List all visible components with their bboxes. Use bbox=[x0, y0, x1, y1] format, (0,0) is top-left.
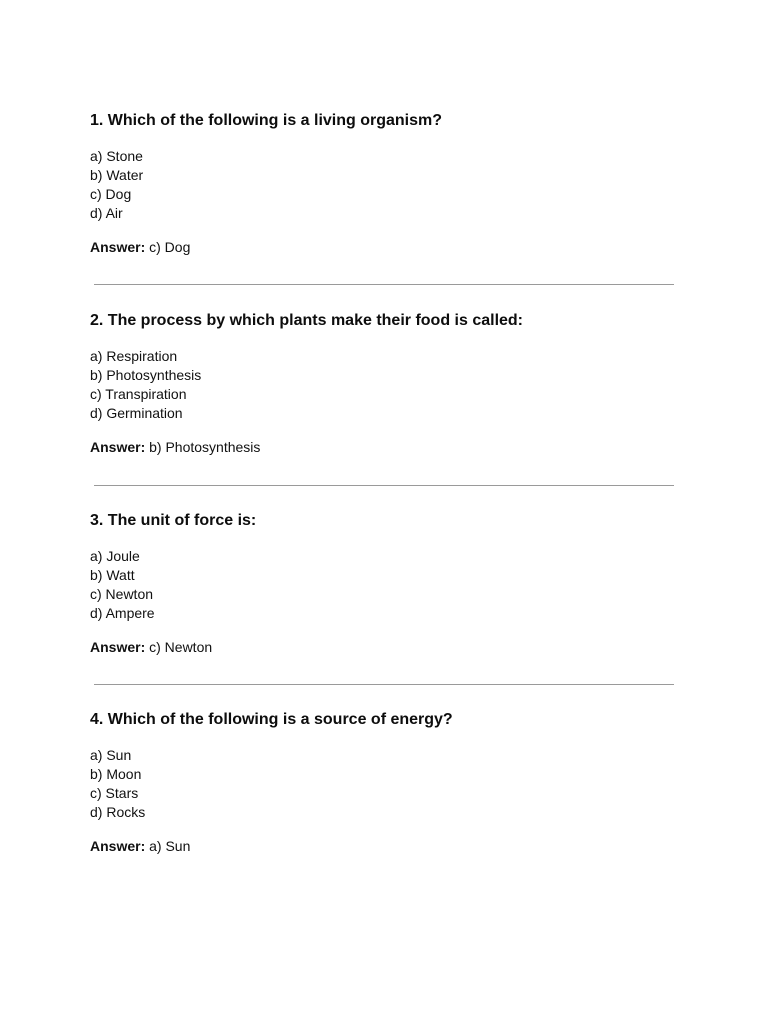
options-list bbox=[90, 547, 690, 623]
option-d: d) Germination bbox=[90, 405, 183, 421]
answer-value: c) Dog bbox=[149, 239, 191, 255]
answer-value: a) Sun bbox=[149, 838, 191, 854]
answer-label: Answer: bbox=[90, 838, 146, 854]
question-block-4 bbox=[90, 710, 690, 855]
options-list bbox=[90, 746, 690, 822]
answer-value: c) Newton bbox=[149, 639, 213, 655]
option-c: c) Stars bbox=[90, 785, 139, 801]
option-c: c) Dog bbox=[90, 186, 132, 202]
question-block-2 bbox=[90, 311, 690, 456]
option-a: a) Joule bbox=[90, 548, 140, 564]
divider bbox=[94, 284, 674, 285]
option-a: a) Sun bbox=[90, 747, 132, 763]
option-b: b) Moon bbox=[90, 766, 142, 782]
answer-line bbox=[90, 837, 690, 855]
option-d: d) Rocks bbox=[90, 804, 146, 820]
answer-value: b) Photosynthesis bbox=[149, 439, 261, 455]
question-title: 1. Which of the following is a living organism? bbox=[90, 112, 443, 129]
answer-line bbox=[90, 638, 690, 656]
answer-label: Answer: bbox=[90, 239, 146, 255]
option-d: d) Ampere bbox=[90, 605, 155, 621]
option-a: a) Stone bbox=[90, 148, 143, 164]
answer-label: Answer: bbox=[90, 639, 146, 655]
option-b: b) Watt bbox=[90, 567, 135, 583]
option-b: b) Water bbox=[90, 167, 144, 183]
option-c: c) Newton bbox=[90, 586, 154, 602]
option-b: b) Photosynthesis bbox=[90, 367, 202, 383]
option-d: d) Air bbox=[90, 205, 123, 221]
option-a: a) Respiration bbox=[90, 348, 178, 364]
answer-line bbox=[90, 238, 690, 256]
option-c: c) Transpiration bbox=[90, 386, 187, 402]
question-title: 3. The unit of force is: bbox=[90, 512, 257, 529]
question-block-3 bbox=[90, 511, 690, 656]
divider bbox=[94, 485, 674, 486]
question-block-1 bbox=[90, 111, 690, 256]
answer-label: Answer: bbox=[90, 439, 146, 455]
question-title: 2. The process by which plants make their food is called: bbox=[90, 312, 524, 329]
answer-line bbox=[90, 438, 690, 456]
options-list bbox=[90, 347, 690, 423]
question-title: 4. Which of the following is a source of energy? bbox=[90, 711, 453, 728]
options-list bbox=[90, 147, 690, 223]
divider bbox=[94, 684, 674, 685]
